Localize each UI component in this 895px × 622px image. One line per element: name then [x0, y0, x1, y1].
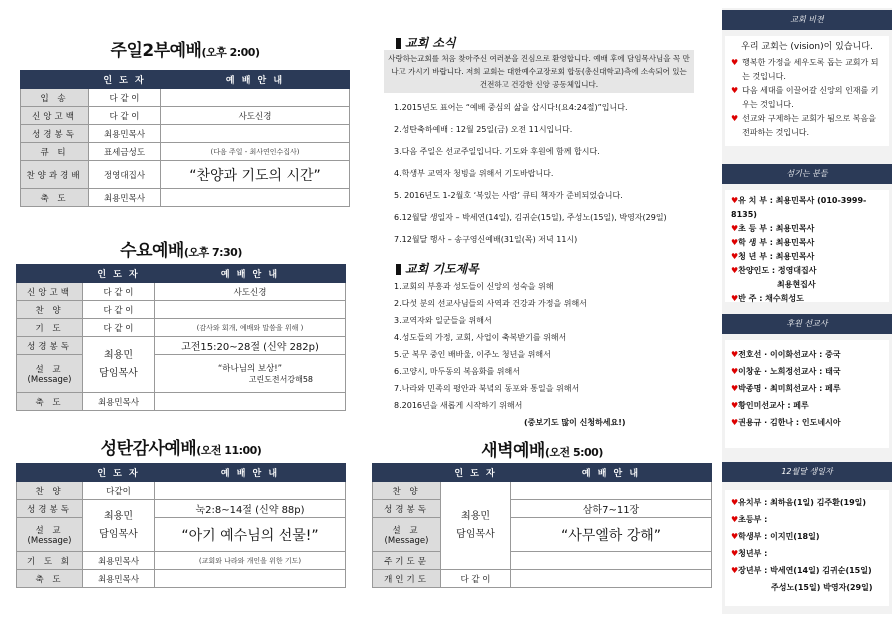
staff-box: ♥유 치 부 : 최용민목사 (010-3999-8135) ♥초 등 부 : 최용민목사 ♥학 생 부 : 최용민목사 ♥청 년 부 : 최용민목사 ♥찬양인도 : 정영대집사 최용현집사 ♥반 주 : 채수희성도 — [725, 190, 889, 302]
vision-box: 우리 교회는 (vision)이 있습니다. ♥ 행복한 가정을 세우도록 돕는 교회가 되는 것입니다. ♥ 다음 세대를 이끌어갈 신앙의 인재를 키우는 것입니다. ♥ 선교와 구제하는 교회가 됨으로 복음을 전파하는 것입니다. — [725, 36, 889, 146]
birthday-heading: 12월달 생일자 — [722, 462, 892, 482]
bullet-square-icon — [396, 38, 401, 49]
list-item: 2.다섯 분의 선교사님들의 사역과 건강과 가정을 위해서 — [394, 299, 587, 308]
sunday2-table: 인 도 자 예 배 안 내 입 송 다 같 이 신앙고백 다 같 이 사도신경 성경봉독 최용민목사 큐 티 표세금성도 (다음 주일 - 최사연인수집사) 찬양과경배 정영대집사 “찬양과 기도의 시간” 축 도 최용민목사 — [20, 70, 350, 207]
list-item: 5. 2016년도 1-2월호 ‘복있는 사람’ 큐티 책자가 준비되었습니다. — [394, 191, 623, 200]
heart-icon: ♥ — [731, 401, 739, 410]
heart-icon: ♥ — [731, 196, 739, 205]
heart-icon: ♥ — [731, 350, 739, 359]
heart-icon: ♥ — [731, 532, 739, 541]
staff-heading: 섬기는 분들 — [722, 164, 892, 184]
thanks-title: 성탄감사예배(오전 11:00) — [100, 439, 262, 459]
dawn-title: 새벽예배(오전 5:00) — [481, 441, 603, 461]
heart-icon: ♥ — [731, 566, 739, 575]
list-item: 3.교역자와 일군들을 위해서 — [394, 316, 492, 325]
list-item: 2.성탄축하예배 : 12월 25일(금) 오전 11시입니다. — [394, 125, 573, 134]
heart-icon: ♥ — [731, 86, 739, 95]
heart-icon: ♥ — [731, 367, 739, 376]
heart-icon: ♥ — [731, 384, 739, 393]
list-item: 4.학생부 교역자 청빙을 위해서 기도바랍니다. — [394, 169, 554, 178]
list-item: 5.군 복무 중인 배바울, 이주노 청년을 위해서 — [394, 350, 551, 359]
prayer-list — [394, 278, 626, 431]
heart-icon: ♥ — [731, 498, 739, 507]
heart-icon: ♥ — [731, 238, 739, 247]
news-intro: 사랑하는교회를 처음 찾아주신 여러분을 진심으로 환영합니다. 예배 후에 담임목사님을 꼭 만나고 가시기 바랍니다. 저희 교회는 대한예수교장로회 합동(총신대학교)측에 소속되어 있는 건전하고 건강한 신앙 공동체입니다. — [384, 50, 694, 93]
list-item: 6.12월달 생일자 – 박세연(14일), 김귀순(15일), 주성노(15일), 박영자(29일) — [394, 213, 667, 222]
heart-icon: ♥ — [731, 549, 739, 558]
wednesday-title: 수요예배(오후 7:30) — [120, 241, 242, 261]
heart-icon: ♥ — [731, 266, 739, 275]
heart-icon: ♥ — [731, 224, 739, 233]
list-item: 1.교회의 부흥과 성도들이 신앙의 성숙을 위해 — [394, 282, 554, 291]
heart-icon: ♥ — [731, 252, 739, 261]
heart-icon: ♥ — [731, 58, 739, 67]
list-item: 8.2016년을 새롭게 시작하기 위해서 — [394, 401, 523, 410]
heart-icon: ♥ — [731, 114, 739, 123]
list-item: 3.다음 주일은 선교주일입니다. 기도와 후원에 함께 합시다. — [394, 147, 600, 156]
sunday2-title: 주일2부예배(오후 2:00) — [110, 41, 260, 61]
list-item: 4.성도들의 가정, 교회, 사업이 축복받기를 위해서 — [394, 333, 567, 342]
list-item: 1.2015년도 표어는 “예배 중심의 삶을 삽시다!(요4:24절)”입니다. — [394, 103, 628, 112]
vision-heading: 교회 비젼 — [722, 10, 892, 30]
prayer-heading: 교회 기도제목 — [396, 260, 479, 277]
heart-icon: ♥ — [731, 418, 739, 427]
news-heading: 교회 소식 — [396, 34, 456, 51]
list-item: 7.12월달 행사 – 송구영신예배(31일(목) 저녁 11시) — [394, 235, 578, 244]
birthday-box: ♥유치부 : 최하음(1일) 김주환(19일) ♥초등부 : ♥학생부 : 이지민(18일) ♥청년부 : ♥장년부 : 박세연(14일) 김귀순(15일) 주성노(15일) 박영자(29일) — [725, 490, 889, 606]
bullet-square-icon — [396, 264, 401, 275]
dawn-table: 인 도 자 예 배 안 내 찬 양 최용민 담임목사 성경봉독 삼하7~11장 설 교 (Message) “사무엘하 강해” 주기도문 개인기도 다 같 이 — [372, 463, 712, 588]
thanks-table: 인 도 자 예 배 안 내 찬 양 다같이 성경봉독 최용민 담임목사 눅2:8~14절 (신약 88p) 설 교 (Message) “아기 예수님의 선물!” 기 도 회 최용민목사 (교회와 나라와 개인을 위한 기도) 축 도 최용민목사 — [16, 463, 346, 588]
news-list — [394, 100, 667, 248]
list-item: 7.나라와 민족의 평안과 북녘의 동포와 통일을 위해서 — [394, 384, 580, 393]
mission-heading: 후원 선교사 — [722, 314, 892, 334]
list-item: 6.고양시, 마두동의 복음화를 위해서 — [394, 367, 520, 376]
heart-icon: ♥ — [731, 515, 739, 524]
heart-icon: ♥ — [731, 294, 739, 303]
wednesday-table: 인 도 자 예 배 안 내 신앙고백 다 같 이 사도신경 찬 양 다 같 이 기 도 다 같 이 (감사와 회개, 예배와 말씀을 위해 ) 성경봉독 최용민 담임목사 고전15:20~28절 (신약 282p) 설 교 (Message) “하나님의 보상!” 고린도전서강해58 축 도 최용민목사 — [16, 264, 346, 411]
prayer-note: (중보기도 많이 신청하세요!) — [524, 418, 626, 427]
mission-box: ♥전호선 · 이이화선교사 : 중국 ♥이창운 · 노희정선교사 : 태국 ♥박종명 · 최미희선교사 : 페루 ♥황인미선교사 : 페루 ♥권용규 · 김한나 : 인도네시아 — [725, 340, 889, 448]
